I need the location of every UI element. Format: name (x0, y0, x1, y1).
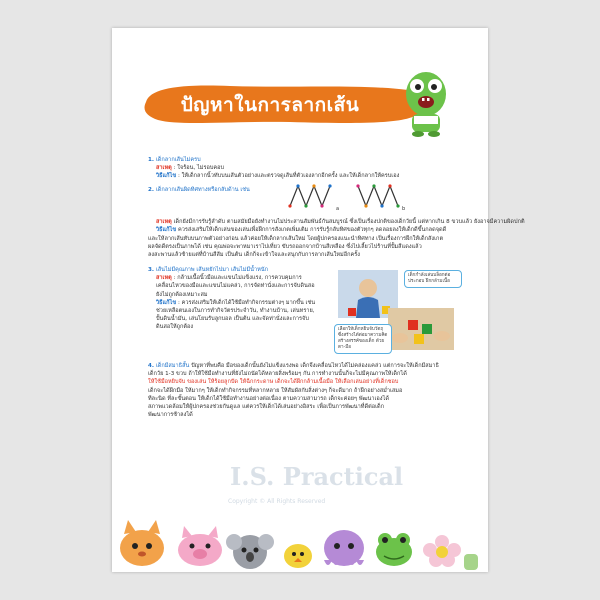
section-number: 2. (148, 187, 155, 193)
section-line: เด็กจะได้ฝึกมือ ให้มากๆ ให้เด็กทำกิจกรรมที่หลากหลาย ให้สัมผัสกับสิ่งต่างๆ ก็จะดีมาก ถ้าฝึกอย่างสม่ำเสมอ (148, 387, 403, 394)
title-banner (140, 80, 440, 130)
fix-label: วิธีแก้ไข (156, 173, 177, 180)
section-line: ให้ใช้มือหยิบจับ ของเล่น ให้ร้อยลูกปัด ให้ฉีกกระดาษ เด็กจะได้ฝึกกล้ามเนื้อมือ ให้เลือกเล่นอย่างที่เด็กชอบ (148, 379, 399, 386)
pig-icon (178, 526, 222, 566)
cause-line: เด็กยังมีการรับรู้ลำดับ ตามสมัยมือยังทำงานไม่ประสานสัมพันธ์กันสมบูรณ์ ซึ่งเป็นเรื่องปกติของเด็กวัยนี้ แต่หากเกิน 8 ขวบแล้ว ยังอาจมีความผิดปกติ (173, 219, 525, 226)
frog-mascot-illustration (398, 64, 454, 138)
section-line: สภาพแวดล้อมให้ผู้ปกครองช่วยกันดูแล แต่ควรให้เด็กได้เล่นอย่างอิสระ เพื่อเป็นการพัฒนาที่ดีต่อเด็ก (148, 404, 385, 411)
section-title: เด็กมีสมาธิสั้น (155, 363, 190, 369)
svg-text:a: a (336, 206, 340, 212)
fix-text: : ให้เด็กลากนิ้วทับบนเส้นตัวอย่างและตรวจดูเส้นที่ตัวเองลากอีกครั้ง และให้เด็กลากให้ครบเอง (177, 173, 400, 180)
section-3 (148, 266, 458, 350)
cause-line: เคลื่อนไหวของมือและแขนไม่แคล่ว, การจัดท่านั่งและการจับดินสอ (156, 283, 315, 290)
photo-caption-top: เด็กกำลังเล่นบล็อกต่อประกอบ ฝึกกล้ามเนื้อ (404, 270, 462, 288)
section-number: 3. (148, 267, 155, 273)
fix-label: วิธีแก้ไข (156, 227, 177, 234)
section-number: 1. (148, 157, 155, 163)
cat-icon (120, 520, 164, 566)
section-line: ปัญหาที่พบคือ มือของเด็กนั้นยังไม่แข็งแรงพอ เด็กจึงเคลื่อนไหวได้ไม่คล่องแคล่ว แต่การจะให้เด็กมีสมาธิ (191, 363, 439, 369)
section-title: เด็กลากเส้นไม่ครบ (155, 157, 201, 163)
cause-label: สาเหตุ (156, 275, 172, 282)
fix-line: ลงสะพานแล้วซ้ายแต่ที่บ้านสีส้ม เป็นต้น เด็กก็จะเข้าใจและสนุกกับการลากเส้นใหม่อีกครั้ง (148, 252, 360, 259)
photo-caption-bottom: เลือกให้เด็กหยิบจับวัตถุ ซึ่งสร้างได้ต่อมาความคิดสร้างสรรค์ของเด็ก ด้วย ตา-มือ (334, 324, 392, 354)
fix-line: ปั้นดินน้ำมัน, เล่นโยนรับลูกบอล เป็นต้น และจัดท่านั่งและการจับ (156, 316, 309, 323)
frog-icon (376, 533, 412, 566)
watermark-copyright: Copyright © All Rights Reserved (228, 498, 326, 505)
cause-text: : ใจร้อน, ไม่รอบคอบ (173, 165, 225, 172)
section-line: ทีละนิด ที่ละขั้นตอน ให้เด็กได้ใช้มือทำงานอย่างต่อเนื่อง ตามความสามารถ เด็กจะค่อยๆ พัฒนาเองได้ (148, 395, 389, 402)
flower-icon (423, 535, 478, 570)
section-4 (148, 362, 458, 419)
cause-label: สาเหตุ (156, 165, 172, 172)
cause-line: ยังไม่ถูกต้องเหมาะสม (156, 291, 208, 298)
wrong-direction-example-illustration (286, 180, 416, 214)
fix-label: วิธีแก้ไข (156, 299, 177, 306)
section-number: 4. (148, 363, 155, 369)
section-title: เด็กลากเส้นผิดทิศทางหรือกลับด้าน เช่น (155, 187, 250, 193)
cause-line: : กล้ามเนื้อนิ้วมือและแขนไม่แข็งแรง, การควบคุมการ (173, 275, 302, 282)
fix-line: ดินสอให้ถูกต้อง (156, 324, 194, 331)
watermark-brand: I.S. Practical (230, 462, 404, 491)
koala-icon (226, 534, 274, 569)
fix-line: ควรส่งเสริมให้เด็กเล่นของเล่นเพื่อฝึกการสังเกตเพิ่มเติม การรับรู้กลับทิศของตัวทุกๆ ลดลอยลงให้เด็กดีขึ้นกลดจุดดี (177, 227, 447, 234)
svg-text:b: b (402, 206, 406, 212)
section-title: เส้นไม่มีคุณภาพ เส้นหยักไปมา เส้นไม่มีน้ำหนัก (155, 267, 269, 273)
fix-line: ช่วยเหลือตนเองในการทำกิจวัตรประจำวัน, ทำงานบ้าน, เล่นทราย, (156, 308, 315, 315)
octopus-icon (324, 530, 364, 566)
footer-animals-illustration (112, 502, 488, 572)
section-line: พัฒนาการช้าลงได้ (148, 412, 193, 419)
section-2 (148, 186, 525, 259)
bird-icon (284, 544, 312, 568)
page-title: ปัญหาในการลากเส้น (180, 94, 360, 116)
fix-line: ผลจัดดีตรงเป็นภาพได้ เช่น คุณพ่อจะพาหมาเราไปเที่ยว ขับรถออกจากบ้านสีเหลือง ซึ่งไปเลี้ยวไปร้านที่ปั้มสีแดงแล้ว (148, 243, 422, 250)
fix-line: : ควรส่งเสริมให้เด็กได้ใช้มือทำกิจกรรมต่างๆ มากขึ้น เช่น (177, 299, 316, 306)
fix-line: และให้ลากเส้นทับบนภาพตัวอย่างก่อน แล้วค่อยให้เด็กลากเส้นใหม่ โดยผู้ปกครองแนะนำทิศทาง เป็นเรื่องการฝึกให้เด็กสังเกต (148, 235, 444, 242)
section-1 (148, 156, 458, 181)
section-line: เด็กวัย 1-3 ขวบ ถ้าให้ใช้มือทำงานที่ยังไม่ถนัดได้หลายสิ่งพร้อมๆ กัน การทำงานนั้นก็จะไม่มีคุณภาพให้เด็กได้ (148, 371, 407, 378)
cause-label: สาเหตุ (156, 219, 172, 226)
hands-blocks-photo (388, 308, 454, 350)
